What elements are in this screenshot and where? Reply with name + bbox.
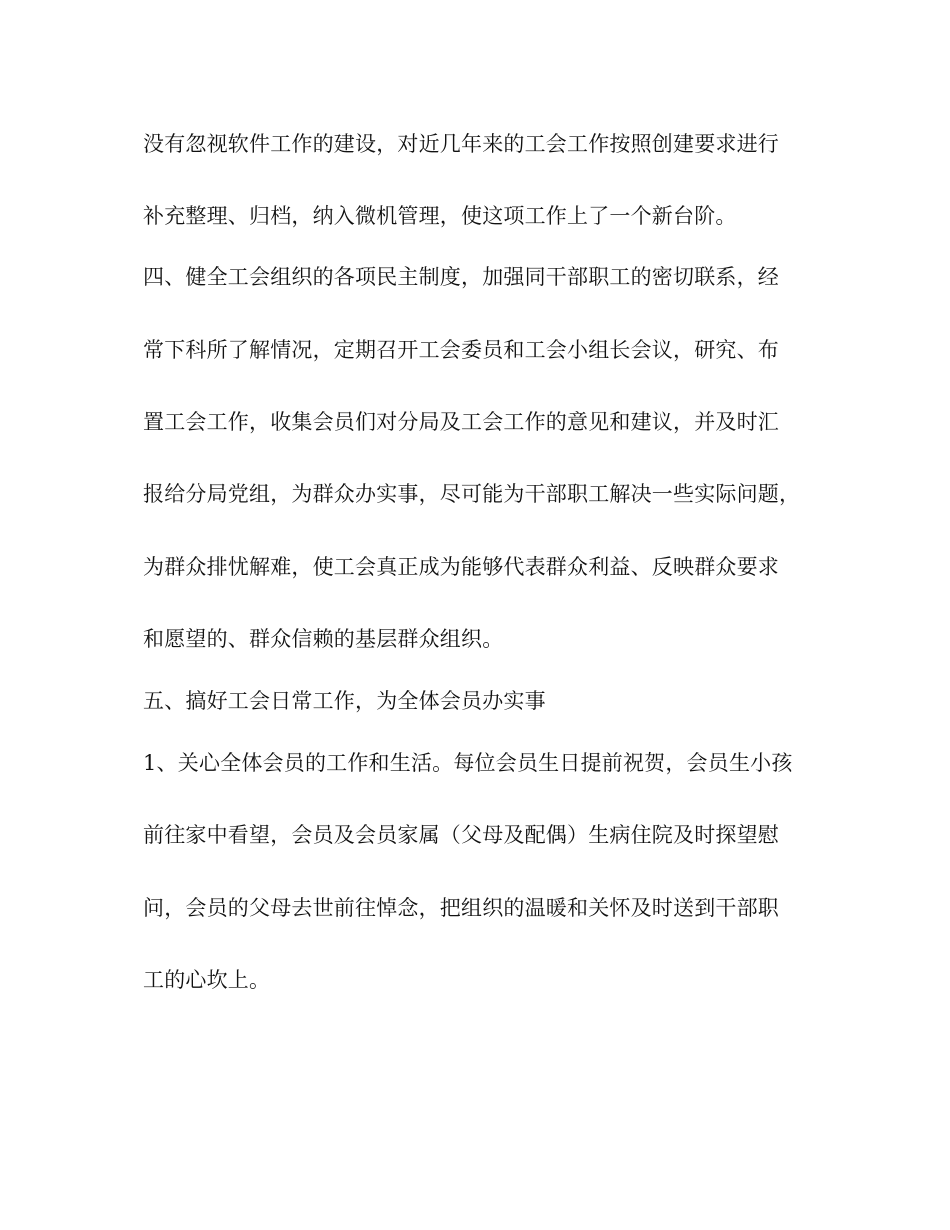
text-line: 补充整理、归档，纳入微机管理，使这项工作上了一个新台阶。	[143, 204, 737, 228]
paragraph-heading: 四、健全工会组织的各项民主制度，加强同干部职工的密切联系，经	[143, 265, 779, 289]
text-line: 没有忽视软件工作的建设，对近几年来的工会工作按照创建要求进行	[143, 132, 779, 156]
section-heading: 五、搞好工会日常工作，为全体会员办实事	[143, 689, 546, 713]
text-line: 报给分局党组，为群众办实事，尽可能为干部职工解决一些实际问题，	[143, 482, 801, 506]
text-line: 工的心坎上。	[143, 968, 271, 992]
text-line: 常下科所了解情况，定期召开工会委员和工会小组长会议，研究、布	[143, 338, 779, 362]
text-line: 和愿望的、群众信赖的基层群众组织。	[143, 627, 504, 651]
text-line: 为群众排忧解难，使工会真正成为能够代表群众利益、反映群众要求	[143, 555, 779, 579]
text-line: 问，会员的父母去世前往悼念，把组织的温暖和关怀及时送到干部职	[143, 896, 779, 920]
text-line: 置工会工作，收集会员们对分局及工会工作的意见和建议，并及时汇	[143, 410, 779, 434]
text-line: 1、关心全体会员的工作和生活。每位会员生日提前祝贺，会员生小孩	[143, 751, 793, 775]
text-line: 前往家中看望，会员及会员家属（父母及配偶）生病住院及时探望慰	[143, 823, 779, 847]
